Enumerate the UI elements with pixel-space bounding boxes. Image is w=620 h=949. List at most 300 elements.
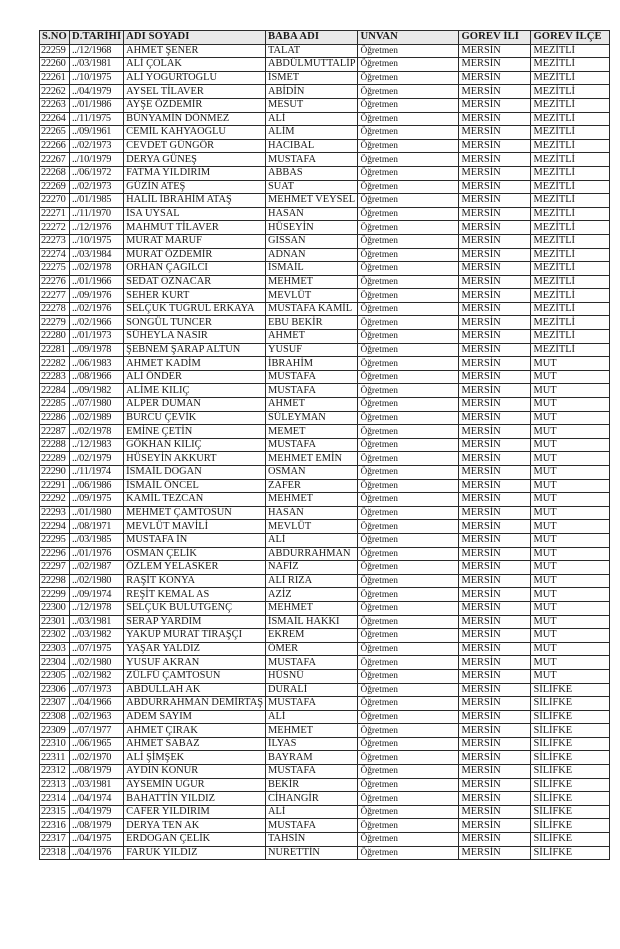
cell-birth-date: ../02/1980 [70, 656, 124, 670]
cell-province: MERSİN [459, 207, 531, 221]
cell-father-name: MEHMET VEYSEL [265, 194, 357, 208]
cell-sno: 22259 [40, 44, 70, 58]
cell-birth-date: ../12/1968 [70, 44, 124, 58]
table-row [40, 384, 610, 398]
cell-full-name: BAHATTİN YILDIZ [124, 792, 266, 806]
cell-district: MUT [531, 384, 610, 398]
table-row [40, 520, 610, 534]
cell-province: MERSİN [459, 275, 531, 289]
cell-birth-date: ../08/1979 [70, 765, 124, 779]
personnel-table [39, 30, 610, 860]
cell-father-name: ZAFER [265, 479, 357, 493]
cell-province: MERSİN [459, 466, 531, 480]
cell-full-name: ORHAN ÇAĞILCI [124, 262, 266, 276]
cell-sno: 22272 [40, 221, 70, 235]
cell-full-name: MUSTAFA İN [124, 533, 266, 547]
cell-birth-date: ../02/1973 [70, 180, 124, 194]
cell-father-name: HASAN [265, 207, 357, 221]
cell-full-name: ZÜLFÜ ÇAMTOSUN [124, 669, 266, 683]
cell-father-name: HÜSNÜ [265, 669, 357, 683]
cell-birth-date: ../02/1973 [70, 139, 124, 153]
cell-sno: 22304 [40, 656, 70, 670]
cell-district: MEZİTLİ [531, 180, 610, 194]
cell-full-name: İSA UYSAL [124, 207, 266, 221]
cell-province: MERSİN [459, 262, 531, 276]
cell-father-name: SÜLEYMAN [265, 411, 357, 425]
cell-province: MERSİN [459, 683, 531, 697]
cell-sno: 22311 [40, 751, 70, 765]
cell-province: MERSİN [459, 479, 531, 493]
cell-title: Öğretmen [358, 778, 459, 792]
cell-title: Öğretmen [358, 601, 459, 615]
cell-full-name: ALİ YOĞURTOĞLU [124, 71, 266, 85]
cell-full-name: AYDIN KONUR [124, 765, 266, 779]
cell-sno: 22280 [40, 330, 70, 344]
cell-district: MEZİTLİ [531, 153, 610, 167]
cell-full-name: MEHMET ÇAMTOSUN [124, 506, 266, 520]
cell-province: MERSİN [459, 574, 531, 588]
cell-sno: 22279 [40, 316, 70, 330]
cell-full-name: GÜZİN ATEŞ [124, 180, 266, 194]
cell-title: Öğretmen [358, 112, 459, 126]
cell-sno: 22291 [40, 479, 70, 493]
cell-full-name: ALİ ÖNDER [124, 370, 266, 384]
cell-birth-date: ../09/1976 [70, 289, 124, 303]
cell-father-name: ABDURRAHMAN [265, 547, 357, 561]
cell-sno: 22295 [40, 533, 70, 547]
cell-district: SİLİFKE [531, 792, 610, 806]
cell-sno: 22308 [40, 710, 70, 724]
cell-full-name: BÜNYAMİN DÖNMEZ [124, 112, 266, 126]
cell-district: MEZİTLİ [531, 262, 610, 276]
cell-sno: 22276 [40, 275, 70, 289]
cell-full-name: YAŞAR YALDIZ [124, 642, 266, 656]
cell-province: MERSİN [459, 493, 531, 507]
cell-district: MEZİTLİ [531, 316, 610, 330]
table-row [40, 574, 610, 588]
cell-sno: 22301 [40, 615, 70, 629]
table-row [40, 765, 610, 779]
cell-sno: 22283 [40, 370, 70, 384]
cell-title: Öğretmen [358, 330, 459, 344]
cell-birth-date: ../01/1986 [70, 98, 124, 112]
cell-sno: 22271 [40, 207, 70, 221]
cell-title: Öğretmen [358, 710, 459, 724]
cell-full-name: AYSEL TİLAVER [124, 85, 266, 99]
cell-district: SİLİFKE [531, 778, 610, 792]
table-row [40, 166, 610, 180]
cell-sno: 22274 [40, 248, 70, 262]
table-row [40, 452, 610, 466]
cell-father-name: SUAT [265, 180, 357, 194]
cell-full-name: SELÇUK TUĞRUL ERKAYA [124, 302, 266, 316]
cell-province: MERSİN [459, 370, 531, 384]
cell-father-name: ABBAS [265, 166, 357, 180]
cell-birth-date: ../01/1980 [70, 506, 124, 520]
cell-father-name: CİHANGİR [265, 792, 357, 806]
cell-district: MEZİTLİ [531, 98, 610, 112]
cell-district: MEZİTLİ [531, 289, 610, 303]
cell-full-name: ABDULLAH AK [124, 683, 266, 697]
cell-sno: 22300 [40, 601, 70, 615]
table-row [40, 139, 610, 153]
cell-title: Öğretmen [358, 520, 459, 534]
cell-district: SİLİFKE [531, 724, 610, 738]
cell-birth-date: ../08/1966 [70, 370, 124, 384]
cell-father-name: AHMET [265, 398, 357, 412]
table-row [40, 778, 610, 792]
cell-district: MEZİTLİ [531, 44, 610, 58]
cell-district: MUT [531, 615, 610, 629]
cell-sno: 22284 [40, 384, 70, 398]
table-row [40, 710, 610, 724]
cell-sno: 22288 [40, 438, 70, 452]
cell-birth-date: ../03/1984 [70, 248, 124, 262]
cell-province: MERSİN [459, 194, 531, 208]
table-row [40, 724, 610, 738]
cell-birth-date: ../02/1978 [70, 425, 124, 439]
cell-district: SİLİFKE [531, 765, 610, 779]
cell-sno: 22314 [40, 792, 70, 806]
cell-title: Öğretmen [358, 765, 459, 779]
cell-full-name: FATMA YILDIRIM [124, 166, 266, 180]
cell-birth-date: ../02/1979 [70, 452, 124, 466]
cell-province: MERSİN [459, 615, 531, 629]
cell-birth-date: ../02/1963 [70, 710, 124, 724]
cell-district: MEZİTLİ [531, 248, 610, 262]
table-row [40, 58, 610, 72]
cell-birth-date: ../11/1970 [70, 207, 124, 221]
cell-province: MERSİN [459, 765, 531, 779]
cell-district: MEZİTLİ [531, 234, 610, 248]
cell-title: Öğretmen [358, 805, 459, 819]
cell-sno: 22318 [40, 846, 70, 860]
cell-province: MERSİN [459, 588, 531, 602]
cell-father-name: ABDÜLMUTTALİP [265, 58, 357, 72]
cell-father-name: EKREM [265, 629, 357, 643]
cell-title: Öğretmen [358, 819, 459, 833]
table-row [40, 85, 610, 99]
cell-full-name: CAFER YILDIRIM [124, 805, 266, 819]
cell-full-name: SELÇUK BULUTGENÇ [124, 601, 266, 615]
table-row [40, 370, 610, 384]
cell-full-name: ŞEBNEM ŞARAP ALTUN [124, 343, 266, 357]
cell-birth-date: ../12/1978 [70, 601, 124, 615]
cell-province: MERSİN [459, 697, 531, 711]
cell-birth-date: ../03/1981 [70, 778, 124, 792]
cell-sno: 22287 [40, 425, 70, 439]
cell-title: Öğretmen [358, 44, 459, 58]
cell-district: MEZİTLİ [531, 71, 610, 85]
cell-father-name: MUSTAFA KAMİL [265, 302, 357, 316]
cell-sno: 22281 [40, 343, 70, 357]
cell-title: Öğretmen [358, 452, 459, 466]
cell-province: MERSİN [459, 384, 531, 398]
cell-birth-date: ../03/1981 [70, 615, 124, 629]
table-header-row [40, 31, 610, 45]
header-sno: S.NO [40, 31, 70, 45]
cell-birth-date: ../01/1966 [70, 275, 124, 289]
cell-title: Öğretmen [358, 547, 459, 561]
cell-title: Öğretmen [358, 166, 459, 180]
cell-father-name: ADNAN [265, 248, 357, 262]
cell-sno: 22305 [40, 669, 70, 683]
cell-district: SİLİFKE [531, 737, 610, 751]
cell-sno: 22273 [40, 234, 70, 248]
table-row [40, 126, 610, 140]
cell-province: MERSİN [459, 452, 531, 466]
cell-title: Öğretmen [358, 302, 459, 316]
cell-title: Öğretmen [358, 493, 459, 507]
cell-birth-date: ../10/1975 [70, 234, 124, 248]
cell-full-name: MURAT ÖZDEMİR [124, 248, 266, 262]
cell-birth-date: ../10/1975 [70, 71, 124, 85]
cell-district: MUT [531, 370, 610, 384]
cell-birth-date: ../03/1982 [70, 629, 124, 643]
table-row [40, 601, 610, 615]
cell-father-name: EBU BEKİR [265, 316, 357, 330]
cell-sno: 22264 [40, 112, 70, 126]
cell-district: MUT [531, 425, 610, 439]
cell-title: Öğretmen [358, 384, 459, 398]
cell-father-name: MEVLÜT [265, 520, 357, 534]
cell-title: Öğretmen [358, 153, 459, 167]
cell-father-name: MUSTAFA [265, 819, 357, 833]
cell-province: MERSİN [459, 85, 531, 99]
table-row [40, 561, 610, 575]
cell-title: Öğretmen [358, 370, 459, 384]
cell-sno: 22312 [40, 765, 70, 779]
cell-birth-date: ../04/1975 [70, 833, 124, 847]
cell-title: Öğretmen [358, 561, 459, 575]
table-row [40, 221, 610, 235]
table-row [40, 846, 610, 860]
cell-title: Öğretmen [358, 98, 459, 112]
cell-province: MERSİN [459, 425, 531, 439]
table-row [40, 112, 610, 126]
cell-father-name: OSMAN [265, 466, 357, 480]
cell-district: SİLİFKE [531, 751, 610, 765]
table-row [40, 683, 610, 697]
table-body [40, 44, 610, 860]
cell-full-name: FARUK YILDIZ [124, 846, 266, 860]
table-row [40, 71, 610, 85]
cell-full-name: ADEM SAYIM [124, 710, 266, 724]
cell-district: MUT [531, 547, 610, 561]
table-row [40, 153, 610, 167]
header-father-name: BABA ADI [265, 31, 357, 45]
cell-father-name: ALİ [265, 710, 357, 724]
cell-title: Öğretmen [358, 479, 459, 493]
cell-title: Öğretmen [358, 411, 459, 425]
cell-sno: 22263 [40, 98, 70, 112]
cell-birth-date: ../06/1965 [70, 737, 124, 751]
cell-full-name: AYSEMİN UĞUR [124, 778, 266, 792]
cell-birth-date: ../03/1981 [70, 58, 124, 72]
cell-province: MERSİN [459, 98, 531, 112]
cell-sno: 22306 [40, 683, 70, 697]
cell-district: MUT [531, 588, 610, 602]
cell-sno: 22286 [40, 411, 70, 425]
cell-full-name: SERAP YARDIM [124, 615, 266, 629]
table-row [40, 751, 610, 765]
cell-district: MUT [531, 357, 610, 371]
cell-district: SİLİFKE [531, 710, 610, 724]
cell-title: Öğretmen [358, 180, 459, 194]
cell-birth-date: ../11/1974 [70, 466, 124, 480]
cell-title: Öğretmen [358, 629, 459, 643]
table-row [40, 343, 610, 357]
cell-sno: 22298 [40, 574, 70, 588]
header-birth-date: D.TARİHİ [70, 31, 124, 45]
cell-district: MUT [531, 438, 610, 452]
cell-birth-date: ../09/1961 [70, 126, 124, 140]
table-row [40, 289, 610, 303]
cell-sno: 22293 [40, 506, 70, 520]
cell-full-name: REŞİT KEMAL AS [124, 588, 266, 602]
table-row [40, 697, 610, 711]
cell-province: MERSİN [459, 112, 531, 126]
table-row [40, 316, 610, 330]
cell-full-name: GÖKHAN KILIÇ [124, 438, 266, 452]
cell-full-name: HALİL İBRAHİM ATAŞ [124, 194, 266, 208]
table-row [40, 194, 610, 208]
table-row [40, 615, 610, 629]
cell-province: MERSİN [459, 642, 531, 656]
cell-full-name: SEDAT OZNACAR [124, 275, 266, 289]
cell-father-name: HACIBAL [265, 139, 357, 153]
cell-birth-date: ../01/1976 [70, 547, 124, 561]
cell-sno: 22278 [40, 302, 70, 316]
cell-district: SİLİFKE [531, 846, 610, 860]
cell-father-name: MUSTAFA [265, 153, 357, 167]
table-row [40, 588, 610, 602]
cell-sno: 22297 [40, 561, 70, 575]
cell-province: MERSİN [459, 221, 531, 235]
cell-province: MERSİN [459, 44, 531, 58]
cell-district: MUT [531, 574, 610, 588]
cell-birth-date: ../04/1966 [70, 697, 124, 711]
cell-full-name: SÜHEYLA NASIR [124, 330, 266, 344]
cell-sno: 22313 [40, 778, 70, 792]
cell-father-name: ABİDİN [265, 85, 357, 99]
cell-province: MERSİN [459, 357, 531, 371]
cell-title: Öğretmen [358, 574, 459, 588]
cell-district: MEZİTLİ [531, 221, 610, 235]
cell-title: Öğretmen [358, 533, 459, 547]
cell-province: MERSİN [459, 71, 531, 85]
cell-sno: 22292 [40, 493, 70, 507]
cell-sno: 22275 [40, 262, 70, 276]
cell-title: Öğretmen [358, 221, 459, 235]
cell-title: Öğretmen [358, 126, 459, 140]
cell-sno: 22289 [40, 452, 70, 466]
cell-sno: 22262 [40, 85, 70, 99]
cell-province: MERSİN [459, 248, 531, 262]
cell-district: MEZİTLİ [531, 330, 610, 344]
cell-birth-date: ../08/1971 [70, 520, 124, 534]
cell-birth-date: ../03/1985 [70, 533, 124, 547]
table-row [40, 533, 610, 547]
cell-father-name: ALİ RIZA [265, 574, 357, 588]
cell-father-name: İSMET [265, 71, 357, 85]
cell-father-name: AHMET [265, 330, 357, 344]
cell-father-name: MUSTAFA [265, 765, 357, 779]
table-row [40, 357, 610, 371]
cell-full-name: RAŞİT KONYA [124, 574, 266, 588]
cell-birth-date: ../02/1987 [70, 561, 124, 575]
cell-father-name: ÖMER [265, 642, 357, 656]
cell-title: Öğretmen [358, 697, 459, 711]
cell-full-name: SEHER KURT [124, 289, 266, 303]
cell-district: MUT [531, 411, 610, 425]
cell-district: MEZİTLİ [531, 58, 610, 72]
cell-sno: 22310 [40, 737, 70, 751]
cell-father-name: BEKİR [265, 778, 357, 792]
cell-title: Öğretmen [358, 737, 459, 751]
table-row [40, 669, 610, 683]
cell-title: Öğretmen [358, 466, 459, 480]
cell-district: MEZİTLİ [531, 207, 610, 221]
cell-province: MERSİN [459, 846, 531, 860]
cell-sno: 22303 [40, 642, 70, 656]
cell-full-name: SONGÜL TUNCER [124, 316, 266, 330]
cell-sno: 22265 [40, 126, 70, 140]
cell-full-name: ERDOĞAN ÇELİK [124, 833, 266, 847]
cell-father-name: ALİ [265, 112, 357, 126]
cell-district: MEZİTLİ [531, 126, 610, 140]
cell-birth-date: ../07/1975 [70, 642, 124, 656]
cell-province: MERSİN [459, 805, 531, 819]
cell-birth-date: ../09/1974 [70, 588, 124, 602]
cell-father-name: NAFİZ [265, 561, 357, 575]
cell-father-name: MEMET [265, 425, 357, 439]
table-row [40, 330, 610, 344]
cell-sno: 22285 [40, 398, 70, 412]
cell-full-name: AHMET ÇIRAK [124, 724, 266, 738]
cell-full-name: MURAT MARUF [124, 234, 266, 248]
cell-title: Öğretmen [358, 846, 459, 860]
table-row [40, 805, 610, 819]
cell-district: MUT [531, 561, 610, 575]
cell-title: Öğretmen [358, 506, 459, 520]
cell-district: MUT [531, 629, 610, 643]
table-row [40, 248, 610, 262]
cell-title: Öğretmen [358, 588, 459, 602]
cell-province: MERSİN [459, 792, 531, 806]
cell-full-name: MEVLÜT MAVİLİ [124, 520, 266, 534]
cell-birth-date: ../04/1976 [70, 846, 124, 860]
cell-title: Öğretmen [358, 683, 459, 697]
table-row [40, 833, 610, 847]
cell-birth-date: ../07/1977 [70, 724, 124, 738]
cell-province: MERSİN [459, 126, 531, 140]
table-row [40, 438, 610, 452]
header-district: GOREV İLÇE [531, 31, 610, 45]
cell-sno: 22316 [40, 819, 70, 833]
cell-province: MERSİN [459, 58, 531, 72]
cell-district: MEZİTLİ [531, 194, 610, 208]
cell-district: MEZİTLİ [531, 166, 610, 180]
cell-birth-date: ../09/1982 [70, 384, 124, 398]
cell-district: MEZİTLİ [531, 302, 610, 316]
table-row [40, 262, 610, 276]
cell-district: MUT [531, 506, 610, 520]
cell-district: MUT [531, 520, 610, 534]
cell-father-name: HASAN [265, 506, 357, 520]
cell-sno: 22290 [40, 466, 70, 480]
cell-province: MERSİN [459, 629, 531, 643]
